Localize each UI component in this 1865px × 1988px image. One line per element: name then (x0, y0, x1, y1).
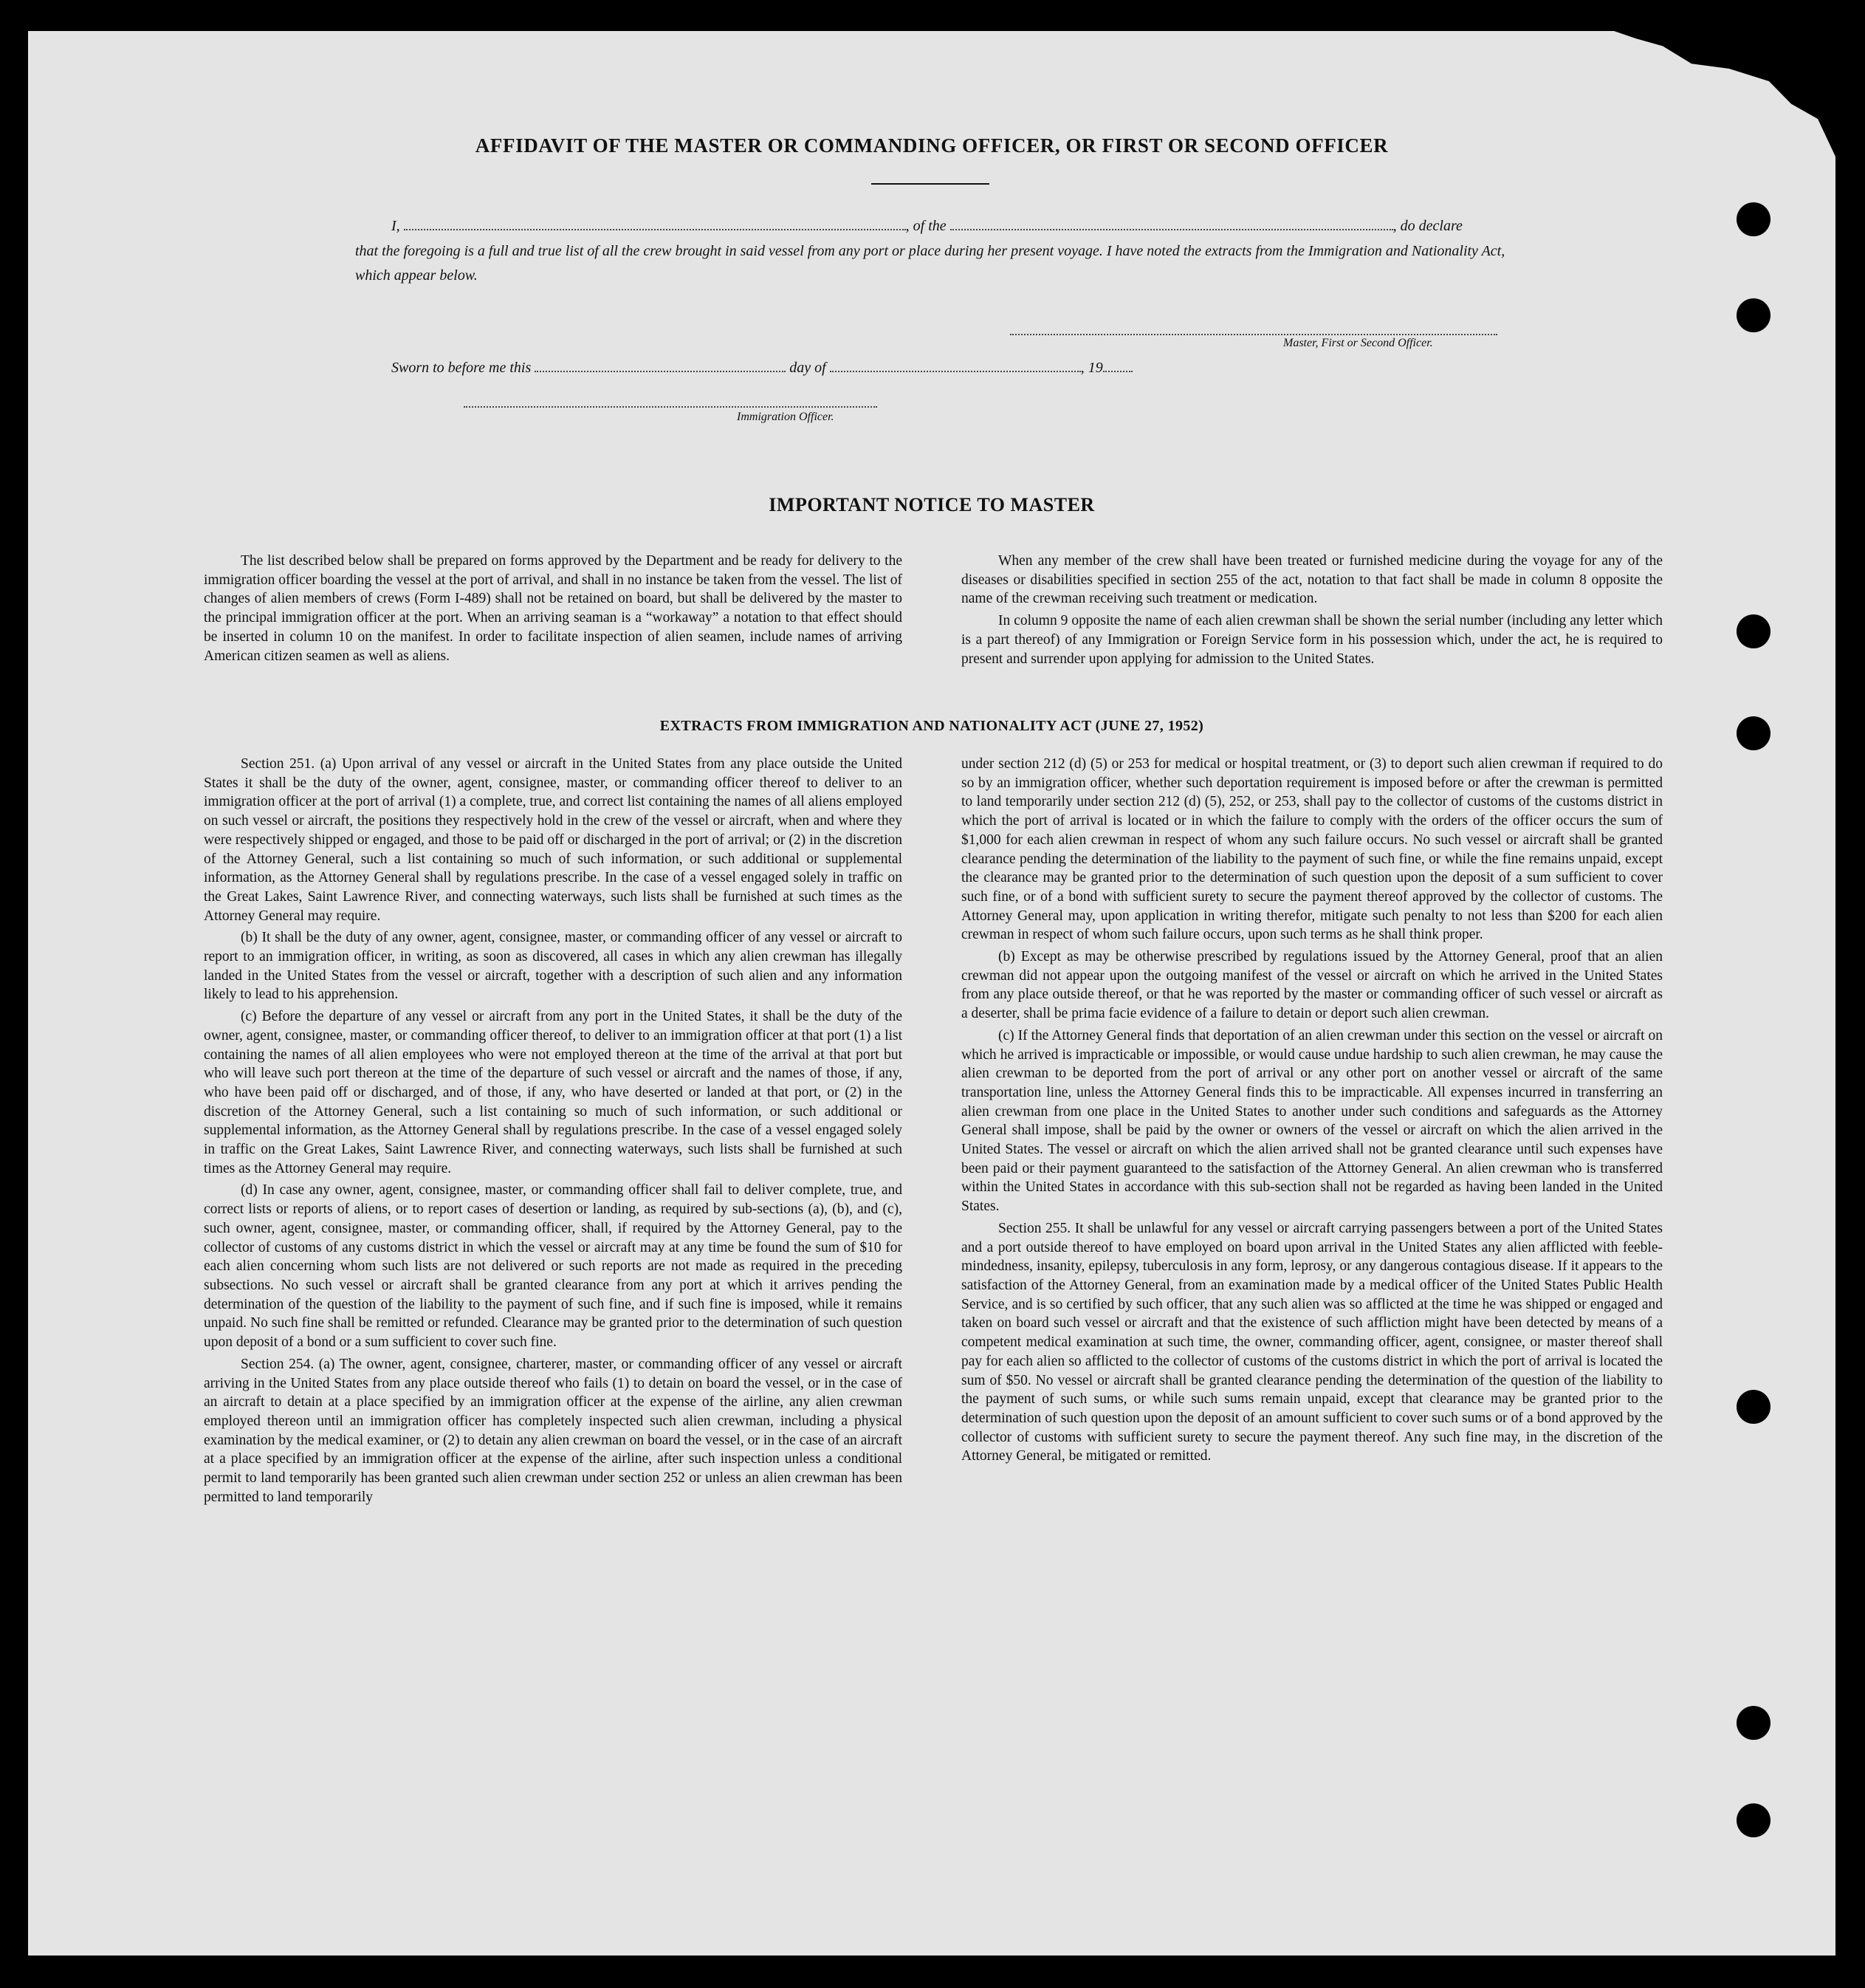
sworn-label: Sworn to before me this (391, 360, 532, 376)
section-251-d: (d) In case any owner, agent, consignee, master, or commanding officer shall fail to deliver complete, true, and correct lists or reports of aliens, or to report cases of desertion or landing, as required by sub-sections (a), (b), and (c), such owner, agent, consignee, master, or commanding officer, shall, if required by the Attorney General, pay to the collector of customs of any customs district in which the vessel or aircraft may at any time be found the sum of $10 for each alien concerning whom such lists are not delivered or such reports are not made as required in the preceding subsections. No such vessel or aircraft shall be granted clearance from any port at which it arrives pending the determination of the question of the liability to the payment of such fine, and if such fine is imposed, while it remains unpaid. No such fine shall be remitted or refunded. Clearance may be granted prior to the determination of such question upon deposit of a bond or a sum sufficient to cover such fine. (204, 1182, 902, 1351)
punch-hole (1737, 1706, 1770, 1740)
month-blank[interactable] (830, 357, 1081, 372)
punch-hole (1737, 1390, 1770, 1424)
document-page (28, 31, 1835, 1956)
i-label: I, (391, 218, 400, 234)
do-declare-label: , do declare (1392, 218, 1463, 234)
of-the-label: , of the (905, 218, 947, 234)
section-254-a-continued: under section 212 (d) (5) or 253 for medical or hospital treatment, or (3) to deport such alien crewman if required to do so by an immigration officer, whether such deportation requirement is imposed before or after the crewman is permitted to land temporarily under section 212 (d) (5), 252, or 253, shall pay to the collector of customs of the customs district in which the port of arrival is located or in which the failure to comply with the orders of the officer occurs the sum of $1,000 for each alien crewman in respect of whom any such failure occurs. No such vessel or aircraft shall be granted clearance pending the determination of the liability to the payment of such fine, or while the fine remains unpaid, except the clearance may be granted prior to the determination of such question upon the deposit of a sum sufficient to cover such fine, or of a bond with sufficient surety to secure the payment thereof approved by the collector of customs. The Attorney General may, upon application in writing therefor, mitigate such penalty to not less than $200 for each alien crewman in respect of whom such failure occurs, upon such terms as he shall think proper. (961, 756, 1663, 943)
section-251-b: (b) It shall be the duty of any owner, agent, consignee, master, or commanding officer of any vessel or aircraft to report to an immigration officer, in writing, as soon as discovered, all cases in which any alien crewman has illegally landed in the United States from the vessel or aircraft, together with a description of such alien and any information likely to lead to his apprehension. (204, 930, 902, 1003)
title-underline (871, 183, 989, 185)
notice-right (961, 552, 1663, 671)
extracts-right-column (961, 755, 1663, 1469)
notice-right-paragraph-1: When any member of the crew shall have been treated or furnished medicine during the voyage for any of the diseases or disabilities specified in section 255 of the act, notation to that fact shall be made in column 8 opposite the name of the crewman receiving such treatment or medication. (961, 553, 1663, 607)
punch-hole (1737, 202, 1770, 236)
vessel-blank[interactable] (950, 216, 1393, 230)
notice-title: IMPORTANT NOTICE TO MASTER (769, 494, 1095, 515)
punch-hole (1737, 614, 1770, 648)
punch-hole (1737, 1803, 1770, 1837)
sworn-fill-line (391, 357, 1133, 377)
extracts-title: EXTRACTS FROM IMMIGRATION AND NATIONALITY ACT (JUNE 27, 1952) (659, 718, 1204, 734)
punch-hole (1737, 298, 1770, 332)
officer-signature-line[interactable] (1010, 334, 1497, 335)
section-251-c: (c) Before the departure of any vessel or aircraft from any port in the United States, it shall be the duty of the owner, agent, consignee, master, or commanding officer thereof, to deliver to an immigration officer at that port (1) a list containing the names of all alien employees who were not employed thereon at the time of the arrival at that port but who will leave such port thereon at the time of the departure of such vessel or aircraft and the names of those, if any, who have been paid off or discharged, and of those, if any, who have deserted or landed at that port, or (2) in the discretion of the Attorney General, such a list containing so much of such information, or such additional or supplemental information, as the Attorney General shall by regulations prescribe. In the case of a vessel engaged solely in traffic on the Great Lakes, Saint Lawrence River, and connecting waterways, such lists shall be furnished at such times as the Attorney General may require. (204, 1009, 902, 1176)
declaration-text: that the foregoing is a full and true list of all the crew brought in said vessel from any port or place during her present voyage. I have noted the extracts from the Immigration and Nationality Act, which appear below. (355, 243, 1505, 284)
year-blank[interactable] (1103, 357, 1133, 372)
year-label: , 19 (1080, 360, 1103, 376)
extracts-left-column (204, 755, 902, 1509)
notice-right-paragraph-2: In column 9 opposite the name of each alien crewman shall be shown the serial number (including any letter which is a part thereof) of any Immigration or Foreign Service form in his possession which, under the act, he is required to present and surrender upon applying for admission to the United States. (961, 613, 1663, 667)
section-254-c: (c) If the Attorney General finds that deportation of an alien crewman under this section on the vessel or aircraft on which he arrived is impracticable or impossible, or would cause undue hardship to such alien crewman, he may cause the alien crewman to be deported from the port of arrival or any other port on another vessel or aircraft of the same transportation line, unless the Attorney General finds this to be impracticable. All expenses incurred in transferring an alien crewman from one place in the United States to another under such conditions and safeguards as the Attorney General shall impose, shall be paid by the owner or owners of the vessel or aircraft on which the alien arrived in the United States. The vessel or aircraft on which the alien arrived shall not be granted clearance until such expenses have been paid or their payment guaranteed to the satisfaction of the Attorney General. An alien crewman who is transferred within the United States in accordance with this sub-section shall not be regarded as having been landed in the United States. (961, 1027, 1663, 1215)
day-of-label: day of (789, 360, 826, 376)
immigration-caption: Immigration Officer. (737, 411, 834, 423)
officer-caption: Master, First or Second Officer. (1283, 337, 1433, 349)
declaration-fill-line (391, 216, 1463, 235)
day-blank[interactable] (535, 357, 786, 372)
section-254-a: Section 254. (a) The owner, agent, consignee, charterer, master, or commanding officer of any vessel or aircraft arriving in the United States from any place outside thereof who fails (1) to detain on board the vessel, or in the case of an aircraft to detain at a place specified by an immigration officer at the expense of the airline, any alien crewman employed thereon until an immigration officer has completely inspected such alien crewman, including a physical examination by the medical examiner, or (2) to detain any alien crewman on board the vessel, or in the case of an aircraft at a place specified by an immigration officer at the expense of the airline, after such inspection unless a conditional permit to land temporarily has been granted such alien crewman under section 252 or unless an alien crewman has been permitted to land temporarily (204, 1356, 902, 1505)
section-251-a: Section 251. (a) Upon arrival of any vessel or aircraft in the United States from any place outside the United States it shall be the duty of the owner, agent, consignee, master, or commanding officer thereof to deliver to an immigration officer at the port of arrival (1) a complete, true, and correct list containing the names of all aliens employed on such vessel or aircraft, the positions they respectively hold in the crew of the vessel or aircraft, when and where they were respectively shipped or engaged, and those to be paid off or discharged in the port of arrival; or (2) in the discretion of the Attorney General, such a list containing so much of such information, or such additional or supplemental information, as the Attorney General shall by regulations prescribe. In the case of a vessel engaged solely in traffic on the Great Lakes, Saint Lawrence River, and connecting waterways, such lists shall be furnished at such times as the Attorney General may require. (204, 756, 902, 924)
notice-left (204, 552, 902, 668)
affidavit-title: AFFIDAVIT OF THE MASTER OR COMMANDING OFFICER, OR FIRST OR SECOND OFFICER (475, 134, 1389, 157)
name-blank[interactable] (404, 216, 906, 230)
notice-left-paragraph: The list described below shall be prepared on forms approved by the Department and be ready for delivery to the immigration officer boarding the vessel at the port of arrival, and shall in no instance be taken from the vessel. The list of changes of alien members of crews (Form I-489) shall not be retained on board, but shall be delivered by the master to the principal immigration officer at the port. When an arriving seaman is a “workaway” a notation to that effect should be inserted in column 10 on the manifest. In order to facilitate inspection of alien seamen, include names of arriving American citizen seamen as well as aliens. (204, 553, 902, 664)
section-254-b: (b) Except as may be otherwise prescribed by regulations issued by the Attorney General, proof that an alien crewman did not appear upon the outgoing manifest of the vessel or aircraft on which he arrived in the United States from any place outside thereof, or that he was reported by the master or commanding officer of such vessel or aircraft as a deserter, shall be prima facie evidence of a failure to detain or deport such alien crewman. (961, 949, 1663, 1022)
immigration-signature-line[interactable] (464, 406, 877, 408)
section-255: Section 255. It shall be unlawful for any vessel or aircraft carrying passengers between a port of the United States and a port outside thereof to have employed on board upon arrival in the United States any alien afflicted with feeble-mindedness, insanity, epilepsy, tuberculosis in any form, leprosy, or any dangerous contagious disease. If it appears to the satisfaction of the Attorney General, from an examination made by a medical officer of the United States Public Health Service, and is so certified by such officer, that any such alien was so afflicted at the time he was shipped or engaged and taken on board such vessel or aircraft and that the existence of such affliction might have been detected by means of a competent medical examination at such time, the owner, commanding officer, agent, consignee, or master thereof shall pay for each alien so afflicted to the collector of customs of the customs district in which the port of arrival is located the sum of $50. No vessel or aircraft shall be granted clearance pending the determination of the question of the liability to the payment of such sums, or while such sums remain unpaid, except that clearance may be granted prior to the determination of such question upon the deposit of an amount sufficient to cover such sums or of a bond approved by the collector of customs with sufficient surety to secure the payment thereof. Any such fine may, in the discretion of the Attorney General, be mitigated or remitted. (961, 1220, 1663, 1464)
